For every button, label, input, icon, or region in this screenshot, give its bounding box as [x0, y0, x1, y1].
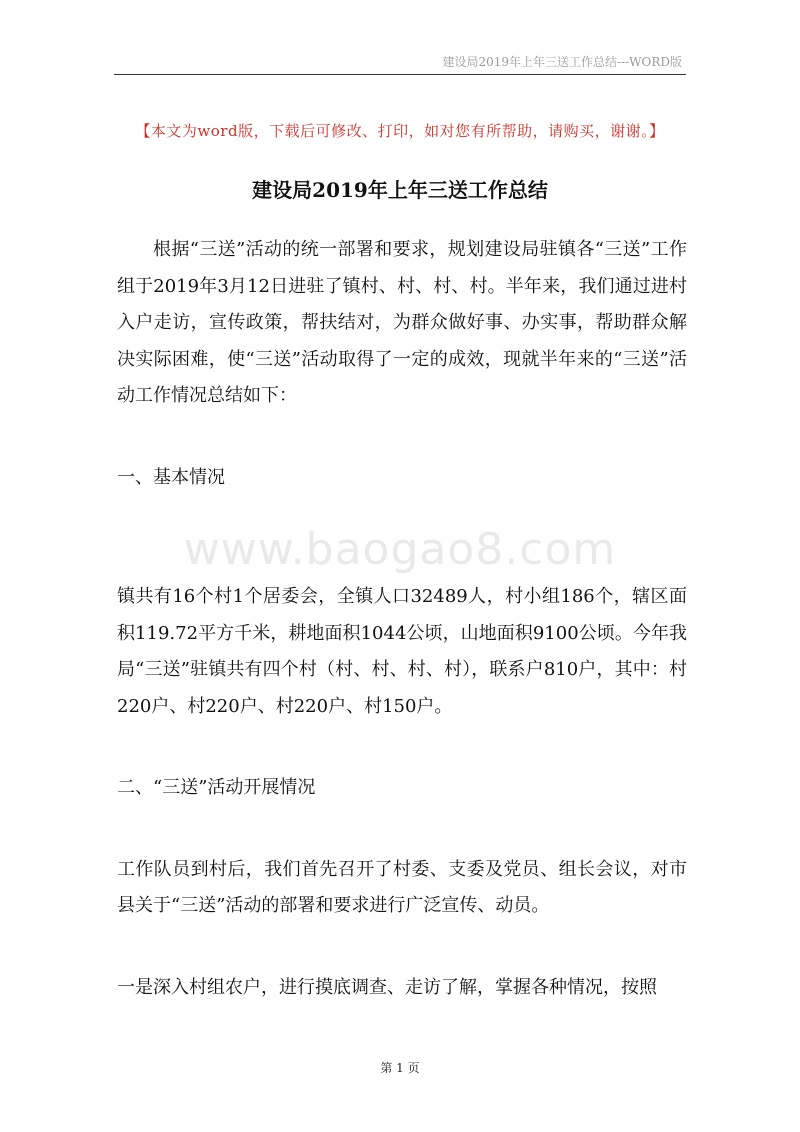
running-header: 建设局2019年上年三送工作总结---WORD版: [442, 55, 682, 69]
document-title: 建设局2019年上年三送工作总结: [252, 178, 548, 202]
section-heading-activities: 二、“三送”活动开展情况: [117, 777, 316, 798]
page-number: 第 1 页: [380, 1061, 420, 1075]
first-point-paragraph: 一是深入村组农户，进行摸底调查、走访了解，掌握各种情况，按照: [117, 976, 657, 998]
basic-info-paragraph: 镇共有16个村1个居委会，全镇人口32489人，村小组186个，辖区面积119.72平方千米，耕地面积1044公顷，山地面积9100公顷。今年我局“三送”驻镇共有四个村（村、村、村、村），联系户810户，其中：村220户、村220户、村220户、村150户。: [117, 586, 687, 717]
purchase-notice: 【本文为word版，下载后可修改、打印，如对您有所帮助，请购买，谢谢。】: [135, 122, 665, 140]
header-divider: [114, 74, 686, 75]
section-heading-basic: 一、基本情况: [117, 466, 225, 488]
intro-paragraph: 根据“三送”活动的统一部署和要求，规划建设局驻镇各“三送”工作组于2019年3月12日进驻了镇村、村、村、村。半年来，我们通过进村入户走访，宣传政策，帮扶结对，为群众做好事、办实事，帮助群众解决实际困难，使“三送”活动取得了一定的成效，现就半年来的“三送”活动工作情况总结如下：: [117, 239, 687, 406]
watermark: www.baogao8.com: [183, 524, 617, 575]
document-body: [117, 232, 687, 1006]
work-paragraph: 工作队员到村后，我们首先召开了村委、支委及党员、组长会议，对市县关于“三送”活动的部署和要求进行广泛宣传、动员。: [117, 858, 687, 916]
